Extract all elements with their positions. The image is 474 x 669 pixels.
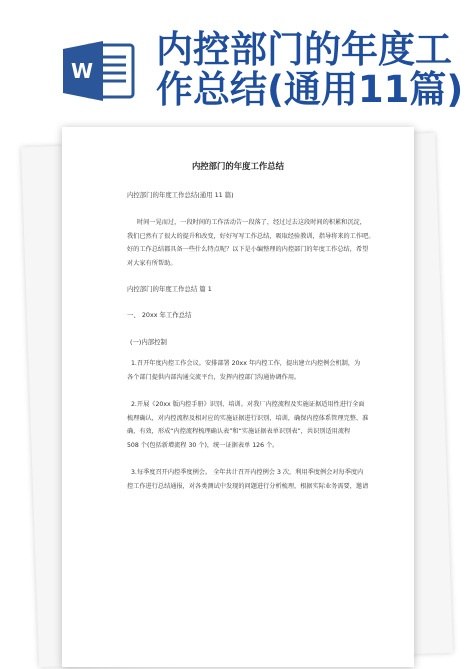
item-1-line: 1.召开年度内控工作会议。安排部署 20xx 年内控工作，提出建立内控例会机制，为: [131, 360, 361, 367]
item-2-line: 508 个(包括新增流程 30 个)，统一证据表单 126 个。: [127, 441, 279, 449]
word-logo-letter: W: [70, 59, 94, 83]
item-3-line: 3.每季度召开内控季度例会。 全年共计召开内控例会 3 次，利用季度例会对每季度内: [131, 469, 364, 476]
intro-line: 对大家有所帮助。: [127, 259, 177, 267]
item-1-line: 各个部门提供内部沟通交流平台，发挥内控部门沟通协调作用。: [127, 373, 301, 381]
intro-line: 我们已然有了很大的提升和改变，好好写写工作总结，吸取经验教训，指导将来的工作吧。: [127, 232, 375, 240]
intro-paragraph: [127, 216, 375, 270]
word-document-icon: [63, 41, 135, 101]
item-2-line: 确、有效，形成“内控流程梳理确认表”和“实施证据表单识别表”，共识别适用流程: [127, 428, 351, 435]
banner: [0, 0, 474, 125]
intro-line: 时间一晃而过，一段时间的工作活动告一段落了，经过过去这段时间的积累和沉淀，: [137, 219, 366, 226]
item-3-line: 控工作进行总结通报，对各类测试中发现的问题进行分析梳理，根据实际业务需要，邀请: [127, 482, 369, 490]
banner-title-line-1: 内控部门的年度工: [156, 28, 452, 71]
item-2-paragraph: [127, 398, 368, 452]
document-page: [62, 127, 414, 667]
item-3-paragraph: [127, 466, 368, 493]
item-2-line: 2.开展《20xx 版内控手册》识别、培训。对我厂内控流程及实施证据适用性进行全面: [131, 401, 365, 408]
item-2-line: 梳理确认，对内控流程及相对应的实施证据进行识别、培训，确保内控体系管理完整、准: [127, 414, 369, 422]
intro-line: 好的工作总结都具备一些什么特点呢？以下是小编整理的内控部门的年度工作总结，希望: [127, 246, 369, 253]
item-1-paragraph: [127, 357, 360, 384]
subsection-heading: (一)内部控制: [130, 338, 167, 346]
document-title: 内控部门的年度工作总结: [191, 161, 285, 171]
section-heading: 内控部门的年度工作总结 篇 1: [127, 285, 212, 293]
document-subtitle: 内控部门的年度工作总结(通用 11 篇): [127, 191, 234, 199]
banner-title: [156, 30, 466, 110]
banner-title-line-2: 作总结(通用11篇): [156, 68, 464, 111]
section-1-heading: 一、 20xx 年工作总结: [127, 311, 192, 319]
